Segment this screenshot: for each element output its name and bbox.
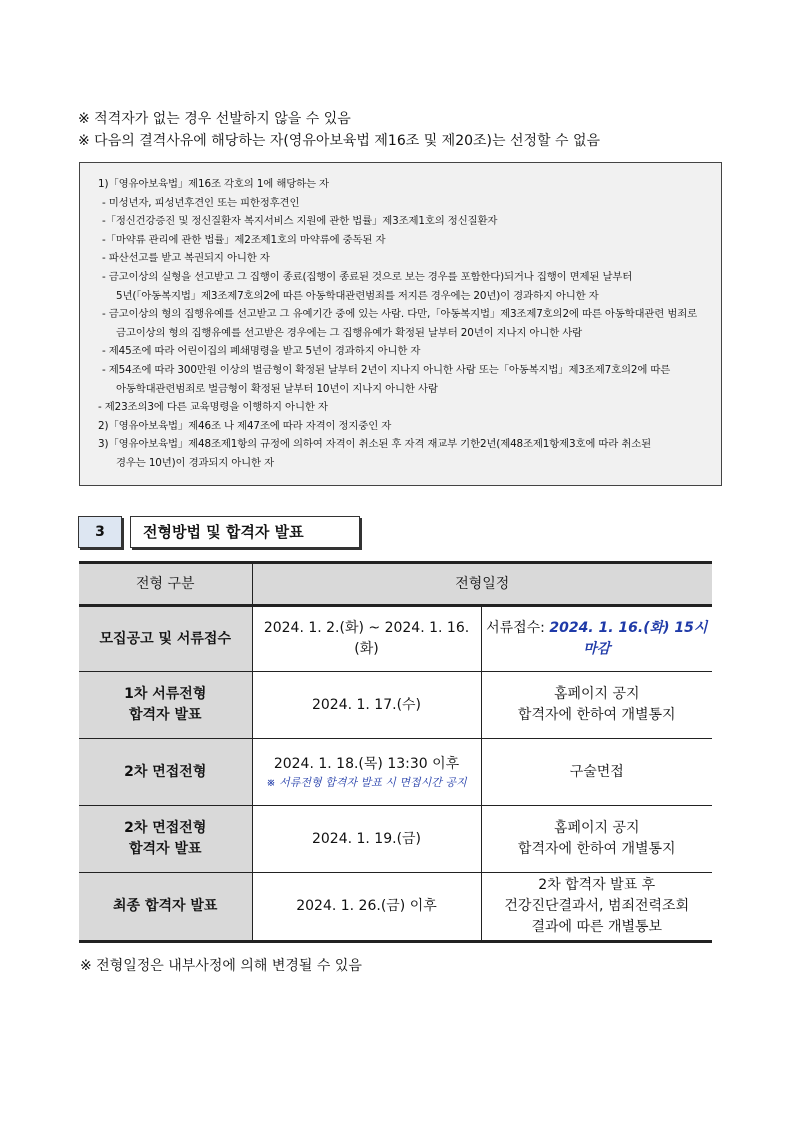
- note-line: ※ 다음의 결격사유에 해당하는 자(영유아보육법 제16조 및 제20조)는 선정할 수 없음: [78, 133, 601, 149]
- table-row: [79, 739, 712, 806]
- row-note: [481, 873, 712, 942]
- table-row: [79, 606, 712, 672]
- box-line: 아동학대관련범죄로 벌금형이 확정된 날부터 10년이 지나지 아니한 사람: [116, 382, 438, 395]
- date-line: 2024. 1. 18.(목) 13:30 이후: [273, 755, 460, 772]
- note-line: 홈페이지 공지: [553, 686, 640, 702]
- disqualification-box: [79, 162, 722, 486]
- box-line: - 금고이상의 형의 집행유예를 선고받고 그 유예기간 중에 있는 사람. 다만,「아동복지법」제3조제7호의2에 따른 아동학대관련 범죄로: [102, 308, 698, 321]
- note-line: ※ 적격자가 없는 경우 선발하지 않을 수 있음: [78, 111, 351, 127]
- row-date: 2024. 1. 26.(금) 이후: [252, 873, 481, 942]
- row-category: 최종 합격자 발표: [79, 873, 252, 942]
- row-date: 2024. 1. 17.(수): [252, 672, 481, 739]
- date-subnote: ※ 서류전형 합격자 발표 시 면접시간 공지: [266, 775, 467, 789]
- note-line: 결과에 따른 개별통보: [531, 919, 663, 935]
- header-schedule: 전형일정: [252, 563, 712, 606]
- notes-top: [78, 108, 718, 152]
- row-note: [481, 606, 712, 672]
- schedule-table: [79, 561, 712, 943]
- note-line: 합격자에 한하여 개별통지: [517, 841, 676, 857]
- row-category: [79, 806, 252, 873]
- row-note: 구술면접: [481, 739, 712, 806]
- row-category: 모집공고 및 서류접수: [79, 606, 252, 672]
- row-note: [481, 672, 712, 739]
- row-date: [252, 739, 481, 806]
- box-line: 5년(「아동복지법」제3조제7호의2에 따른 아동학대관련범죄를 저지른 경우에는 20년)이 경과하지 아니한 자: [116, 289, 599, 302]
- row-category: 2차 면접전형: [79, 739, 252, 806]
- note-line: 2차 합격자 발표 후: [538, 877, 656, 893]
- table-row: [79, 873, 712, 942]
- box-line: - 미성년자, 피성년후견인 또는 피한정후견인: [102, 196, 300, 209]
- category-line: 1차 서류전형: [124, 686, 207, 702]
- table-row: [79, 672, 712, 739]
- bottom-note: ※ 전형일정은 내부사정에 의해 변경될 수 있음: [80, 958, 362, 974]
- category-line: 합격자 발표: [129, 841, 202, 857]
- box-line: - 제54조에 따라 300만원 이상의 벌금형이 확정된 날부터 2년이 지나지 아니한 사람 또는「아동복지법」제3조제7호의2에 따른: [102, 363, 671, 376]
- box-line: 3)「영유아보육법」제48조제1항의 규정에 의하여 자격이 취소된 후 자격 재교부 기한2년(제48조제1항제3호에 따라 취소된: [98, 438, 652, 451]
- box-line: 경우는 10년)이 경과되지 아니한 자: [116, 456, 274, 469]
- row-note: [481, 806, 712, 873]
- deadline-highlight: 2024. 1. 16.(화) 15시 마감: [549, 620, 708, 657]
- box-line: - 파산선고를 받고 복권되지 아니한 자: [102, 252, 270, 265]
- box-line: 금고이상의 형의 집행유예를 선고받은 경우에는 그 집행유예가 확정된 날부터 20년이 지나지 아니한 사람: [116, 326, 583, 339]
- note-prefix: 서류접수:: [486, 620, 550, 636]
- note-line: 건강진단결과서, 범죄전력조회: [504, 898, 690, 914]
- note-line: 홈페이지 공지: [553, 820, 640, 836]
- box-line: - 금고이상의 실형을 선고받고 그 집행이 종료(집행이 종료된 것으로 보는 경우를 포함한다)되거나 집행이 면제된 날부터: [102, 270, 633, 283]
- row-category: [79, 672, 252, 739]
- section-title: 전형방법 및 합격자 발표: [130, 516, 360, 548]
- category-line: 합격자 발표: [129, 707, 202, 723]
- row-date: 2024. 1. 19.(금): [252, 806, 481, 873]
- box-line: 1)「영유아보육법」제16조 각호의 1에 해당하는 자: [98, 178, 329, 190]
- box-line: - 제23조의3에 다른 교육명령을 이행하지 아니한 자: [98, 401, 328, 414]
- box-line: -「마약류 관리에 관한 법률」제2조제1호의 마약류에 중독된 자: [102, 233, 386, 246]
- table-row: [79, 806, 712, 873]
- box-line: -「정신건강증진 및 정신질환자 복지서비스 지원에 관한 법률」제3조제1호의 정신질환자: [102, 215, 498, 228]
- note-line: 합격자에 한하여 개별통지: [517, 707, 676, 723]
- category-line: 2차 면접전형: [124, 820, 207, 836]
- box-line: - 제45조에 따라 어린이집의 폐쇄명령을 받고 5년이 경과하지 아니한 자: [102, 345, 421, 358]
- section-number: 3: [78, 516, 122, 548]
- row-date: 2024. 1. 2.(화) ~ 2024. 1. 16.(화): [252, 606, 481, 672]
- box-line: 2)「영유아보육법」제46조 나 제47조에 따라 자격이 정지중인 자: [98, 419, 392, 432]
- table-header-row: [79, 563, 712, 606]
- header-category: 전형 구분: [79, 563, 252, 606]
